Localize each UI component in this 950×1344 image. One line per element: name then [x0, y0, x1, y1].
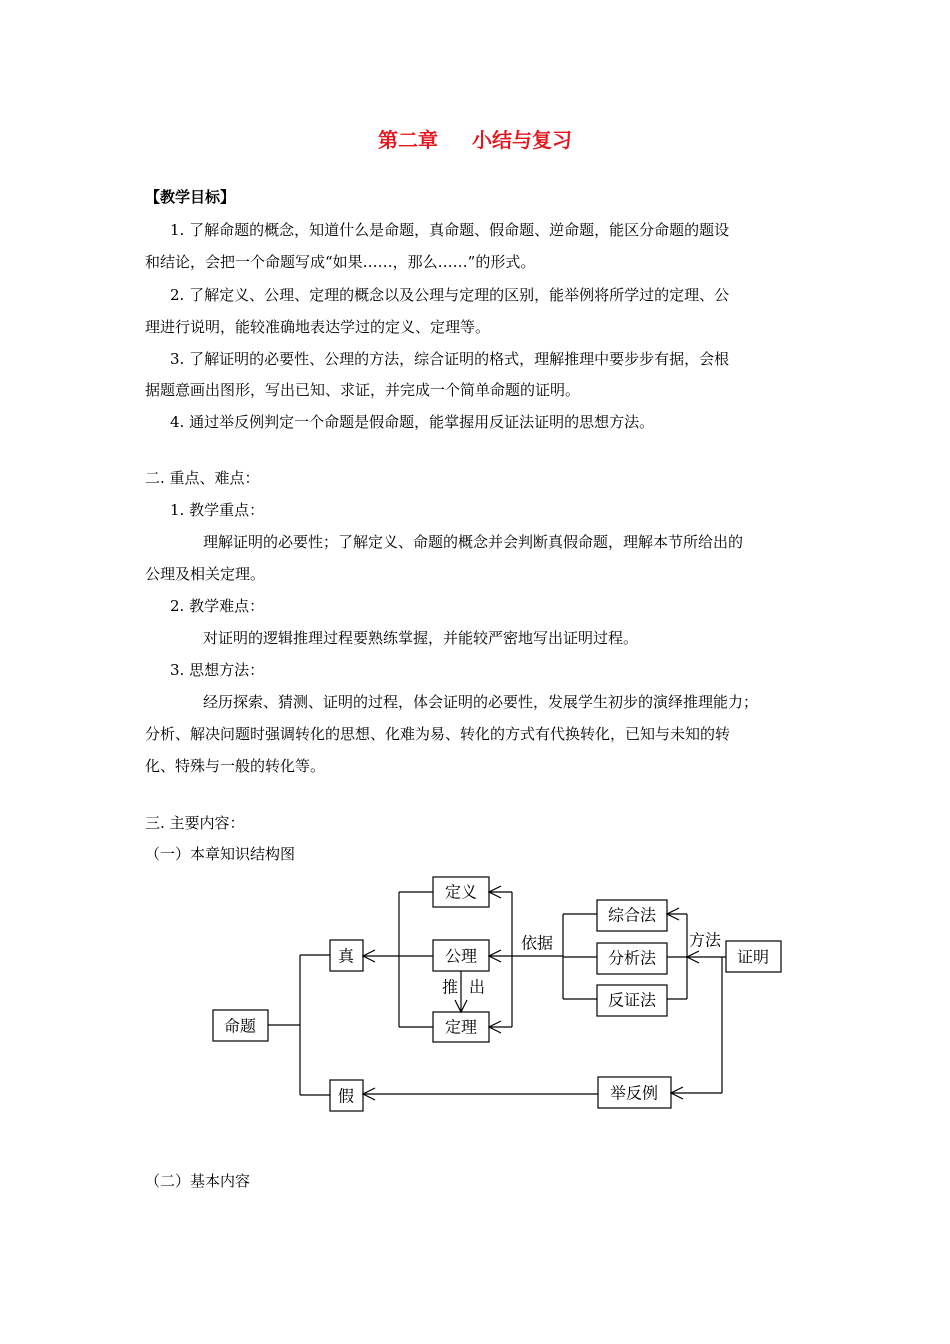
focus-line-2: 公理及相关定理。 [145, 565, 266, 583]
chapter-number: 第二章 [378, 128, 438, 152]
difficulty-line-1: 对证明的逻辑推理过程要熟练掌握，并能较严密地写出证明过程。 [203, 629, 639, 647]
method-line-1: 经历探索、猜测、证明的过程，体会证明的必要性，发展学生初步的演绎推理能力； [203, 693, 759, 711]
label-axiom: 公理 [444, 946, 478, 966]
objective-2-line-2: 理进行说明，能较准确地表达学过的定义、定理等。 [145, 318, 491, 336]
key-points-heading: 二. 重点、难点： [145, 469, 260, 487]
label-false: 假 [337, 1086, 355, 1106]
method-label: 3. 思想方法： [170, 661, 265, 679]
label-true: 真 [337, 946, 355, 966]
focus-label: 1. 教学重点： [170, 501, 265, 519]
method-line-3: 化、特殊与一般的转化等。 [145, 757, 326, 775]
chapter-topic: 小结与复习 [472, 128, 572, 152]
difficulty-label: 2. 教学难点： [170, 597, 265, 615]
basic-content-heading: （二）基本内容 [145, 1172, 251, 1190]
objectives-heading: 【教学目标】 [145, 188, 236, 206]
objective-2-line-1: 2. 了解定义、公理、定理的概念以及公理与定理的区别，能举例将所学过的定理、公 [170, 286, 730, 304]
knowledge-structure-heading: （一）本章知识结构图 [145, 845, 296, 863]
objective-1-line-2: 和结论，会把一个命题写成“如果……，那么……”的形式。 [145, 253, 536, 271]
objective-1-line-1: 1. 了解命题的概念，知道什么是命题，真命题、假命题、逆命题，能区分命题的题设 [170, 221, 730, 239]
label-contradiction: 反证法 [607, 990, 657, 1010]
label-theorem: 定理 [444, 1017, 478, 1037]
label-proof: 证明 [736, 947, 770, 967]
label-derive-1: 推 [441, 977, 459, 997]
label-analytic: 分析法 [607, 948, 657, 968]
label-derive-2: 出 [468, 977, 486, 997]
objective-3-line-2: 据题意画出图形，写出已知、求证，并完成一个简单命题的证明。 [145, 381, 581, 399]
method-line-2: 分析、解决问题时强调转化的思想、化难为易、转化的方式有代换转化，已知与未知的转 [145, 725, 731, 743]
focus-line-1: 理解证明的必要性；了解定义、命题的概念并会判断真假命题，理解本节所给出的 [203, 533, 744, 551]
label-basis: 依据 [520, 933, 554, 953]
objective-3-line-1: 3. 了解证明的必要性、公理的方法，综合证明的格式，理解推理中要步步有据，会根 [170, 350, 730, 368]
label-proposition: 命题 [223, 1016, 257, 1036]
objective-4-line-1: 4. 通过举反例判定一个命题是假命题，能掌握用反证法证明的思想方法。 [170, 413, 655, 431]
label-counterexample: 举反例 [609, 1083, 659, 1103]
label-synthetic: 综合法 [607, 905, 657, 925]
label-definition: 定义 [444, 882, 478, 902]
main-content-heading: 三. 主要内容： [145, 814, 245, 832]
label-method: 方法 [688, 930, 722, 950]
